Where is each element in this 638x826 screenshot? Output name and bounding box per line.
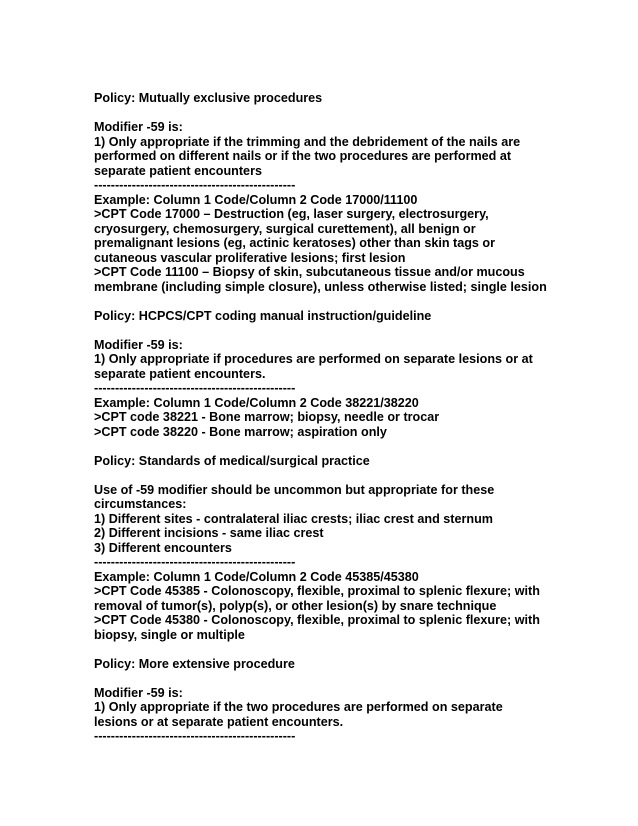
text-line: separate patient encounters. [94,366,266,381]
text-line: >CPT Code 17000 – Destruction (eg, laser surgery, electrosurgery, [94,207,489,221]
text-line: removal of tumor(s), polyp(s), or other lesion(s) by snare technique [94,598,497,613]
text-line: 2) Different incisions - same iliac crest [94,526,324,540]
policy-heading: Policy: Standards of medical/surgical practice [94,453,370,468]
text-line: >CPT code 38221 - Bone marrow; biopsy, needle or trocar [94,410,440,424]
text-block [94,309,624,324]
text-block [94,483,624,643]
text-block [94,120,624,294]
text-line: >CPT code 38220 - Bone marrow; aspiration only [94,424,387,439]
paragraph-gap [94,468,624,483]
text-line: cutaneous vascular proliferative lesions; first lesion [94,250,406,265]
text-line: membrane (including simple closure), unless otherwise listed; single lesion [94,279,547,294]
paragraph-gap [94,439,624,454]
text-line: cryosurgery, chemosurgery, surgical curettement), all benign or [94,221,476,236]
text-line: premalignant lesions (eg, actinic keratoses) other than skin tags or [94,236,496,250]
text-line: >CPT Code 45380 - Colonoscopy, flexible, proximal to splenic flexure; with [94,613,540,627]
policy-heading: Policy: More extensive procedure [94,656,295,671]
policy-heading: Policy: HCPCS/CPT coding manual instruction/guideline [94,308,432,323]
text-line: circumstances: [94,497,187,511]
paragraph-gap [94,106,624,121]
example-heading: Example: Column 1 Code/Column 2 Code 17000/11100 [94,192,418,207]
text-line: Modifier -59 is: [94,337,183,352]
example-heading: Example: Column 1 Code/Column 2 Code 45385/45380 [94,569,419,584]
separator-line: ------------------------------------------------ [94,178,296,192]
text-line: separate patient encounters [94,163,262,178]
paragraph-gap [94,642,624,657]
policy-heading: Policy: Mutually exclusive procedures [94,91,323,105]
text-line: Use of -59 modifier should be uncommon but appropriate for these [94,482,495,497]
text-line: 1) Only appropriate if procedures are performed on separate lesions or at [94,352,533,366]
document-page [94,91,624,744]
text-line: 1) Different sites - contralateral iliac crests; iliac crest and sternum [94,511,493,526]
text-line: Modifier -59 is: [94,685,183,700]
text-line: biopsy, single or multiple [94,627,245,642]
text-line: Modifier -59 is: [94,120,183,134]
text-line: 1) Only appropriate if the trimming and the debridement of the nails are [94,134,521,149]
paragraph-gap [94,323,624,338]
text-line: performed on different nails or if the two procedures are performed at [94,149,512,163]
separator-line: ------------------------------------------------ [94,555,296,569]
text-block [94,91,624,106]
paragraph-gap [94,294,624,309]
separator-line: ------------------------------------------------ [94,729,296,743]
text-block [94,338,624,440]
example-heading: Example: Column 1 Code/Column 2 Code 38221/38220 [94,395,419,410]
text-line: 1) Only appropriate if the two procedures are performed on separate [94,700,503,714]
text-line: lesions or at separate patient encounters. [94,714,344,729]
text-line: >CPT Code 45385 - Colonoscopy, flexible, proximal to splenic flexure; with [94,584,540,598]
text-block [94,686,624,744]
text-line: >CPT Code 11100 – Biopsy of skin, subcutaneous tissue and/or mucous [94,265,525,279]
text-block [94,454,624,469]
text-block [94,657,624,672]
separator-line: ------------------------------------------------ [94,381,296,395]
text-line: 3) Different encounters [94,540,232,555]
paragraph-gap [94,671,624,686]
